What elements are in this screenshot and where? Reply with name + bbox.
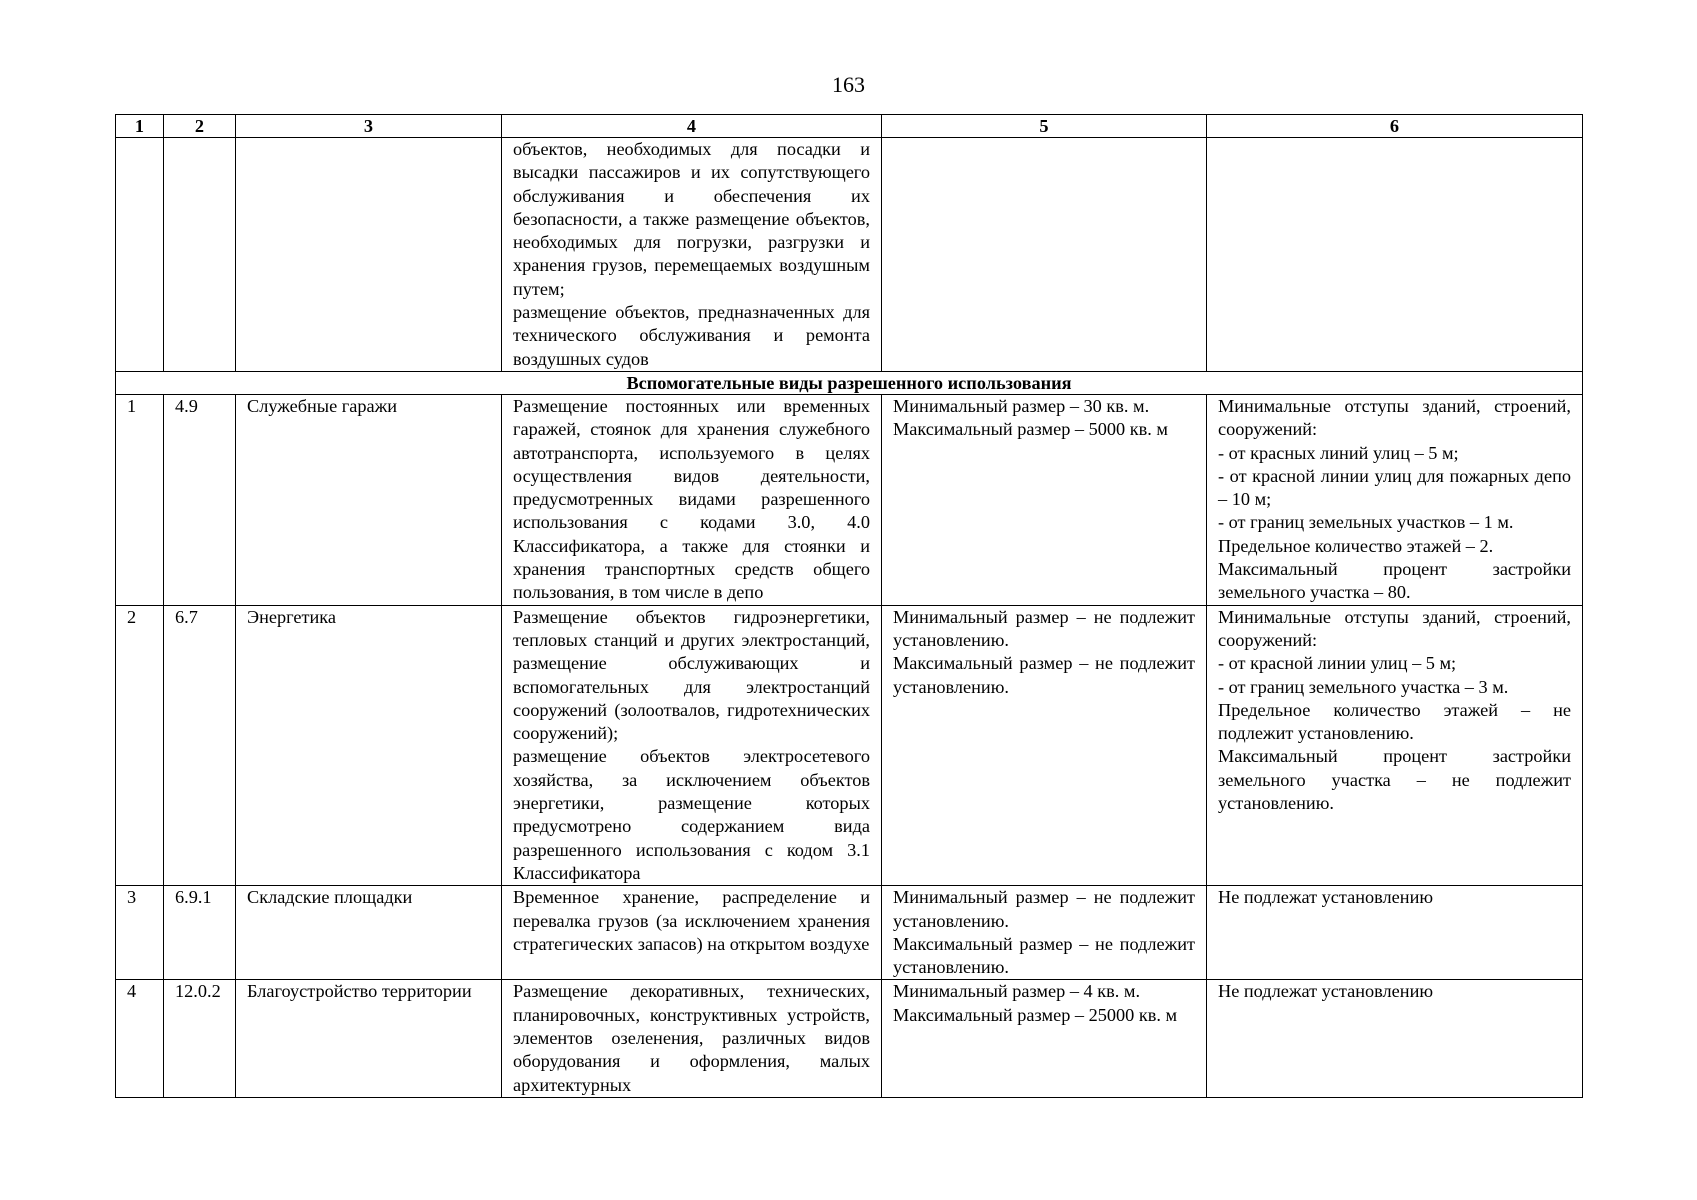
param-line: - от красной линии улиц для пожарных депо – 10 м; (1218, 465, 1571, 510)
cell-num: 4 (116, 980, 164, 1097)
size-line: Максимальный размер – 25000 кв. м (893, 1004, 1178, 1025)
cell-params (1207, 605, 1583, 886)
cell-code: 12.0.2 (164, 980, 236, 1097)
param-line: Предельное количество этажей – 2. (1218, 535, 1494, 556)
table-row (116, 605, 1583, 886)
cell-size (882, 138, 1207, 372)
regulations-table (115, 114, 1583, 1098)
param-line: Минимальные отступы зданий, строений, сооружений: (1218, 606, 1571, 650)
cell-size (882, 886, 1207, 980)
description-paragraph: Размещение декоративных, технических, планировочных, конструктивных устройств, элементов озеленения, различных видов оборудования и оформления, малых архитектурных (513, 981, 870, 1095)
table-row (116, 980, 1583, 1097)
cell-description (502, 886, 882, 980)
size-line: Минимальный размер – 30 кв. м. (893, 395, 1150, 416)
cell-size (882, 980, 1207, 1097)
param-line: Не подлежат установлению (1218, 887, 1434, 908)
header-col-5: 5 (882, 115, 1207, 138)
size-line: Минимальный размер – не подлежит установлению. (893, 606, 1195, 650)
cell-name (236, 138, 502, 372)
cell-name: Служебные гаражи (236, 394, 502, 605)
description-paragraph: Размещение объектов гидроэнергетики, тепловых станций и других электростанций, размещение обслуживающих и вспомогательных для электростанций сооружений (золоотвалов, гидротехнических сооружений); (513, 606, 870, 744)
cell-num: 1 (116, 394, 164, 605)
cell-size (882, 605, 1207, 886)
cell-name: Благоустройство территории (236, 980, 502, 1097)
header-col-6: 6 (1207, 115, 1583, 138)
param-line: - от красных линий улиц – 5 м; (1218, 442, 1459, 463)
param-line: Предельное количество этажей – не подлежит установлению. (1218, 699, 1571, 744)
cell-code: 4.9 (164, 394, 236, 605)
cell-name: Энергетика (236, 605, 502, 886)
description-paragraph: Временное хранение, распределение и перевалка грузов (за исключением хранения стратегических запасов) на открытом воздухе (513, 887, 870, 954)
size-line: Максимальный размер – не подлежит установлению. (893, 933, 1195, 978)
cell-params (1207, 886, 1583, 980)
param-line: Максимальный процент застройки земельного участка – не подлежит установлению. (1218, 746, 1571, 814)
param-line: Минимальные отступы зданий, строений, сооружений: (1218, 395, 1571, 440)
cell-name: Складские площадки (236, 886, 502, 980)
description-paragraph: размещение объектов, предназначенных для технического обслуживания и ремонта воздушных судов (513, 302, 870, 369)
cell-code: 6.7 (164, 605, 236, 886)
description-paragraph: объектов, необходимых для посадки и высадки пассажиров и их сопутствующего обслуживания и обеспечения их безопасности, а также размещение объектов, необходимых для погрузки, разгрузки и хранения грузов, перемещаемых воздушным путем; (513, 139, 870, 299)
description-paragraph: Размещение постоянных или временных гаражей, стоянок для хранения служебного автотранспорта, используемого в целях осуществления видов деятельности, предусмотренных видами разрешенного использования с кодами 3.0, 4.0 Классификатора, а также для стоянки и хранения транспортных средств общего пользования, в том числе в депо (513, 395, 870, 603)
continuation-row (116, 138, 1583, 372)
cell-params (1207, 394, 1583, 605)
param-line: - от красной линии улиц – 5 м; (1218, 653, 1457, 674)
size-line: Максимальный размер – не подлежит установлению. (893, 653, 1195, 697)
cell-params (1207, 138, 1583, 372)
table-header-row (116, 115, 1583, 138)
cell-params (1207, 980, 1583, 1097)
header-col-4: 4 (502, 115, 882, 138)
param-line: - от границ земельных участков – 1 м. (1218, 512, 1514, 533)
size-line: Минимальный размер – не подлежит установлению. (893, 887, 1195, 931)
param-line: - от границ земельного участка – 3 м. (1218, 676, 1509, 697)
header-col-3: 3 (236, 115, 502, 138)
cell-code (164, 138, 236, 372)
size-line: Минимальный размер – 4 кв. м. (893, 981, 1141, 1002)
cell-description (502, 394, 882, 605)
size-line: Максимальный размер – 5000 кв. м (893, 419, 1168, 440)
section-title: Вспомогательные виды разрешенного использования (116, 371, 1583, 394)
cell-description (502, 138, 882, 372)
page-number: 163 (832, 72, 865, 97)
table-row (116, 394, 1583, 605)
cell-description (502, 605, 882, 886)
cell-code: 6.9.1 (164, 886, 236, 980)
cell-description (502, 980, 882, 1097)
param-line: Не подлежат установлению (1218, 981, 1434, 1002)
cell-num: 3 (116, 886, 164, 980)
table-row (116, 886, 1583, 980)
header-col-2: 2 (164, 115, 236, 138)
cell-num: 2 (116, 605, 164, 886)
cell-num (116, 138, 164, 372)
param-line: Максимальный процент застройки земельного участка – 80. (1218, 559, 1571, 603)
description-paragraph: размещение объектов электросетевого хозяйства, за исключением объектов энергетики, размещение которых предусмотрено содержанием вида разрешенного использования с кодом 3.1 Классификатора (513, 746, 870, 883)
section-title-row (116, 371, 1583, 394)
header-col-1: 1 (116, 115, 164, 138)
cell-size (882, 394, 1207, 605)
